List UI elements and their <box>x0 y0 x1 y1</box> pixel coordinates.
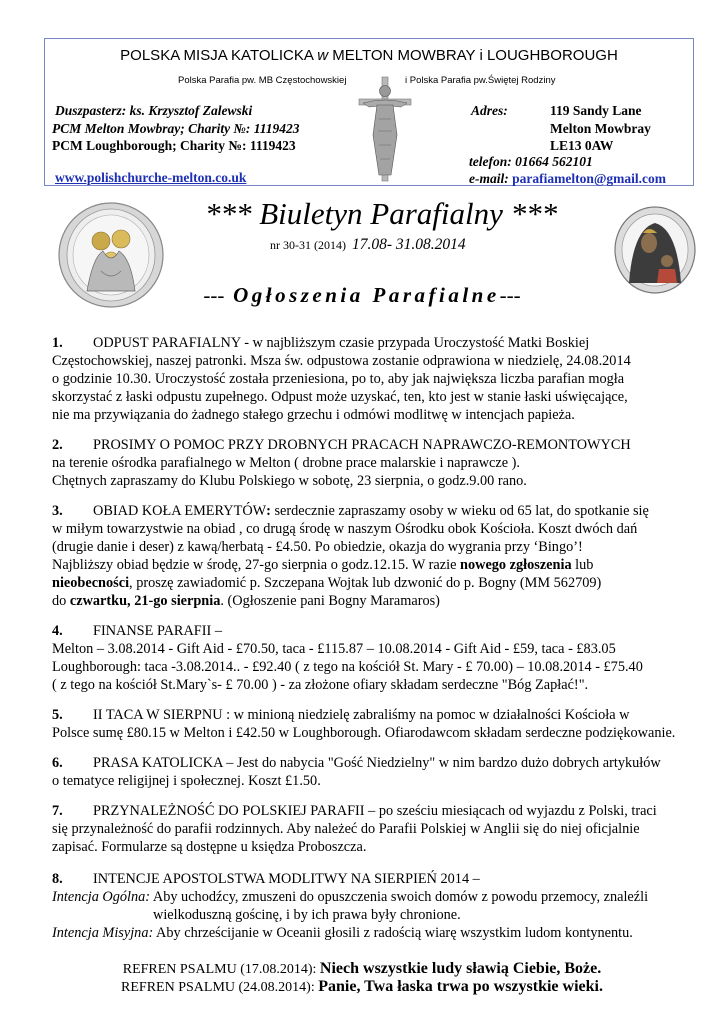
announcement-7-line-3: zapisać. Formularze są dostępne u księdza Proboszcza. <box>52 839 367 855</box>
announcements-heading: --- Ogłoszenia Parafialne--- <box>203 283 521 307</box>
announcement-3-line-2: w miłym towarzystwie na obiad , co drugą środę w naszym Ośrodku obok Kościoła. Koszt dwóch dań <box>52 521 638 537</box>
announcement-3-line-4: Najbliższy obiad będzie w środę, 27-go sierpnia o godz.12.15. W razie nowego zgłoszenia lub <box>52 557 594 573</box>
announcement-3-line-1: 3. OBIAD KOŁA EMERYTÓW: serdecznie zapraszamy osoby w wieku od 65 lat, do spotkanie się <box>52 503 649 519</box>
bulletin-title: *** Biuletyn Parafialny *** <box>205 196 558 231</box>
announcement-1-line-5: nie ma przywiązania do żadnego stałego grzechu i odmówi modlitwę w intencjach papieża. <box>52 407 575 423</box>
intention-general-line-1: Intencja Ogólna: Aby uchodźcy, zmuszeni do opuszczenia swoich domów z powodu przemocy, znaleźli <box>52 889 649 905</box>
charity-melton: PCM Melton Mowbray; Charity №: 1119423 <box>52 121 300 136</box>
address-line-1: 119 Sandy Lane <box>550 103 642 118</box>
announcement-7-line-2: się przynależność do parafii rodzinnych. Aby należeć do Parafii Polskiej w Anglii się do niej oficjalnie <box>52 821 640 837</box>
announcement-6-line-1: 6. PRASA KATOLICKA – Jest do nabycia "Gość Niedzielny" w nim bardzo dużo dobrych artykułów <box>52 755 661 771</box>
crucifix-image <box>357 75 413 183</box>
announcement-4-line-4: ( z tego na kościół St.Mary`s- £ 70.00 ) - za złożone ofiary składam serdeczne "Bóg Zapłać!". <box>52 677 589 693</box>
announcement-2-line-3: Chętnych zapraszamy do Klubu Polskiego w sobotę, 23 sierpnia, o godz.9.00 rano. <box>52 473 527 489</box>
announcement-2-line-2: na terenie ośrodka parafialnego w Melton ( drobne prace malarskie i naprawcze ). <box>52 455 521 471</box>
announcement-1-line-3: o godzinie 10.30. Uroczystość została przeniesiona, po to, aby jak największa liczba parafian mogła <box>52 371 625 387</box>
email-link[interactable]: parafiamelton@gmail.com <box>512 171 667 186</box>
psalm-refrain-2: REFREN PSALMU (24.08.2014): Panie, Twa łaska trwa po wszystkie wieki. <box>121 978 603 995</box>
madonna-medallion <box>613 205 697 295</box>
announcement-4-line-2: Melton – 3.08.2014 - Gift Aid - £70.50, taca - £115.87 – 10.08.2014 - Gift Aid - £59, taca - £83.05 <box>52 641 616 657</box>
mission-title: POLSKA MISJA KATOLICKA w MELTON MOWBRAY i LOUGHBOROUGH <box>120 47 618 64</box>
announcement-1-line-4: skorzystać z łaski odpustu zupełnego. Odpust może uzyskać, ten, kto jest w stanie łaski uświęcające, <box>52 389 628 405</box>
intention-general-line-2: wielkoduszną gościnę, i by ich prawa były chronione. <box>153 907 461 923</box>
announcement-7-line-1: 7. PRZYNALEŻNOŚĆ DO POLSKIEJ PARAFII – po sześciu miesiącach od wyjazdu z Polski, traci <box>52 803 657 819</box>
announcement-3-line-6: do czwartku, 21-go sierpnia. (Ogłoszenie pani Bogny Maramaros) <box>52 593 440 609</box>
address-line-2: Melton Mowbray <box>550 121 651 136</box>
announcement-1-line-2: Częstochowskiej, naszej patronki. Msza św. odpustowa zostanie odprawiona w niedzielę, 24.08.2014 <box>52 353 631 369</box>
header-box <box>44 38 694 186</box>
announcement-1-line-1: 1. ODPUST PARAFIALNY - w najbliższym czasie przypada Uroczystość Matki Boskiej <box>52 335 590 351</box>
intention-mission-line: Intencja Misyjna: Aby chrześcijanie w Oceanii głosili z radością wiarę wszystkim ludom kontynentu. <box>52 925 633 941</box>
parish-right: i Polska Parafia pw.Świętej Rodziny <box>405 75 556 86</box>
announcement-5-line-1: 5. II TACA W SIERPNU : w minioną niedzielę zabraliśmy na pomoc w działalności Kościoła w <box>52 707 630 723</box>
address-label: Adres: <box>471 103 508 118</box>
announcement-2-line-1: 2. PROSIMY O POMOC PRZY DROBNYCH PRACACH NAPRAWCZO-REMONTOWYCH <box>52 437 631 453</box>
parish-left: Polska Parafia pw. MB Częstochowskiej <box>178 75 347 86</box>
phone-line: telefon: 01664 562101 <box>469 154 593 169</box>
announcement-3-line-3: (drugie danie i deser) z kawą/herbatą - £4.50. Po obiedzie, okazja do wygrania przy ‘Bingo’! <box>52 539 583 555</box>
issue-dates: 17.08- 31.08.2014 <box>351 236 466 253</box>
announcement-4-line-3: Loughborough: taca -3.08.2014.. - £92.40 ( z tego na kościół St. Mary - £ 70.00) – 10.08.2014 - £75.40 <box>52 659 643 675</box>
issue-line <box>270 236 466 254</box>
announcement-3-line-5: nieobecności, proszę zawiadomić p. Szczepana Wojtak lub dzwonić do p. Bogny (MM 562709) <box>52 575 602 591</box>
announcement-4-line-1: 4. FINANSE PARAFII – <box>52 623 222 639</box>
address-line-3: LE13 0AW <box>550 138 614 153</box>
announcement-6-line-2: o tematyce religijnej i społecznej. Koszt £1.50. <box>52 773 321 789</box>
issue-number: nr 30-31 (2014) <box>270 238 346 252</box>
charity-loughborough: PCM Loughborough; Charity №: 1119423 <box>52 138 296 153</box>
website-link[interactable]: www.polishchurche-melton.co.uk <box>55 170 247 185</box>
psalm-refrain-1: REFREN PSALMU (17.08.2014): Niech wszystkie ludy sławią Ciebie, Boże. <box>122 960 602 977</box>
pastor-line: Duszpasterz: ks. Krzysztof Zalewski <box>55 103 253 118</box>
announcement-5-line-2: Polsce sumę £80.15 w Melton i £42.50 w Loughborough. Ofiarodawcom składam serdeczne podziękowanie. <box>52 725 676 741</box>
email-line: e-mail: parafiamelton@gmail.com <box>469 171 667 186</box>
announcement-8-line-1: 8. INTENCJE APOSTOLSTWA MODLITWY NA SIERPIEŃ 2014 – <box>52 871 480 887</box>
